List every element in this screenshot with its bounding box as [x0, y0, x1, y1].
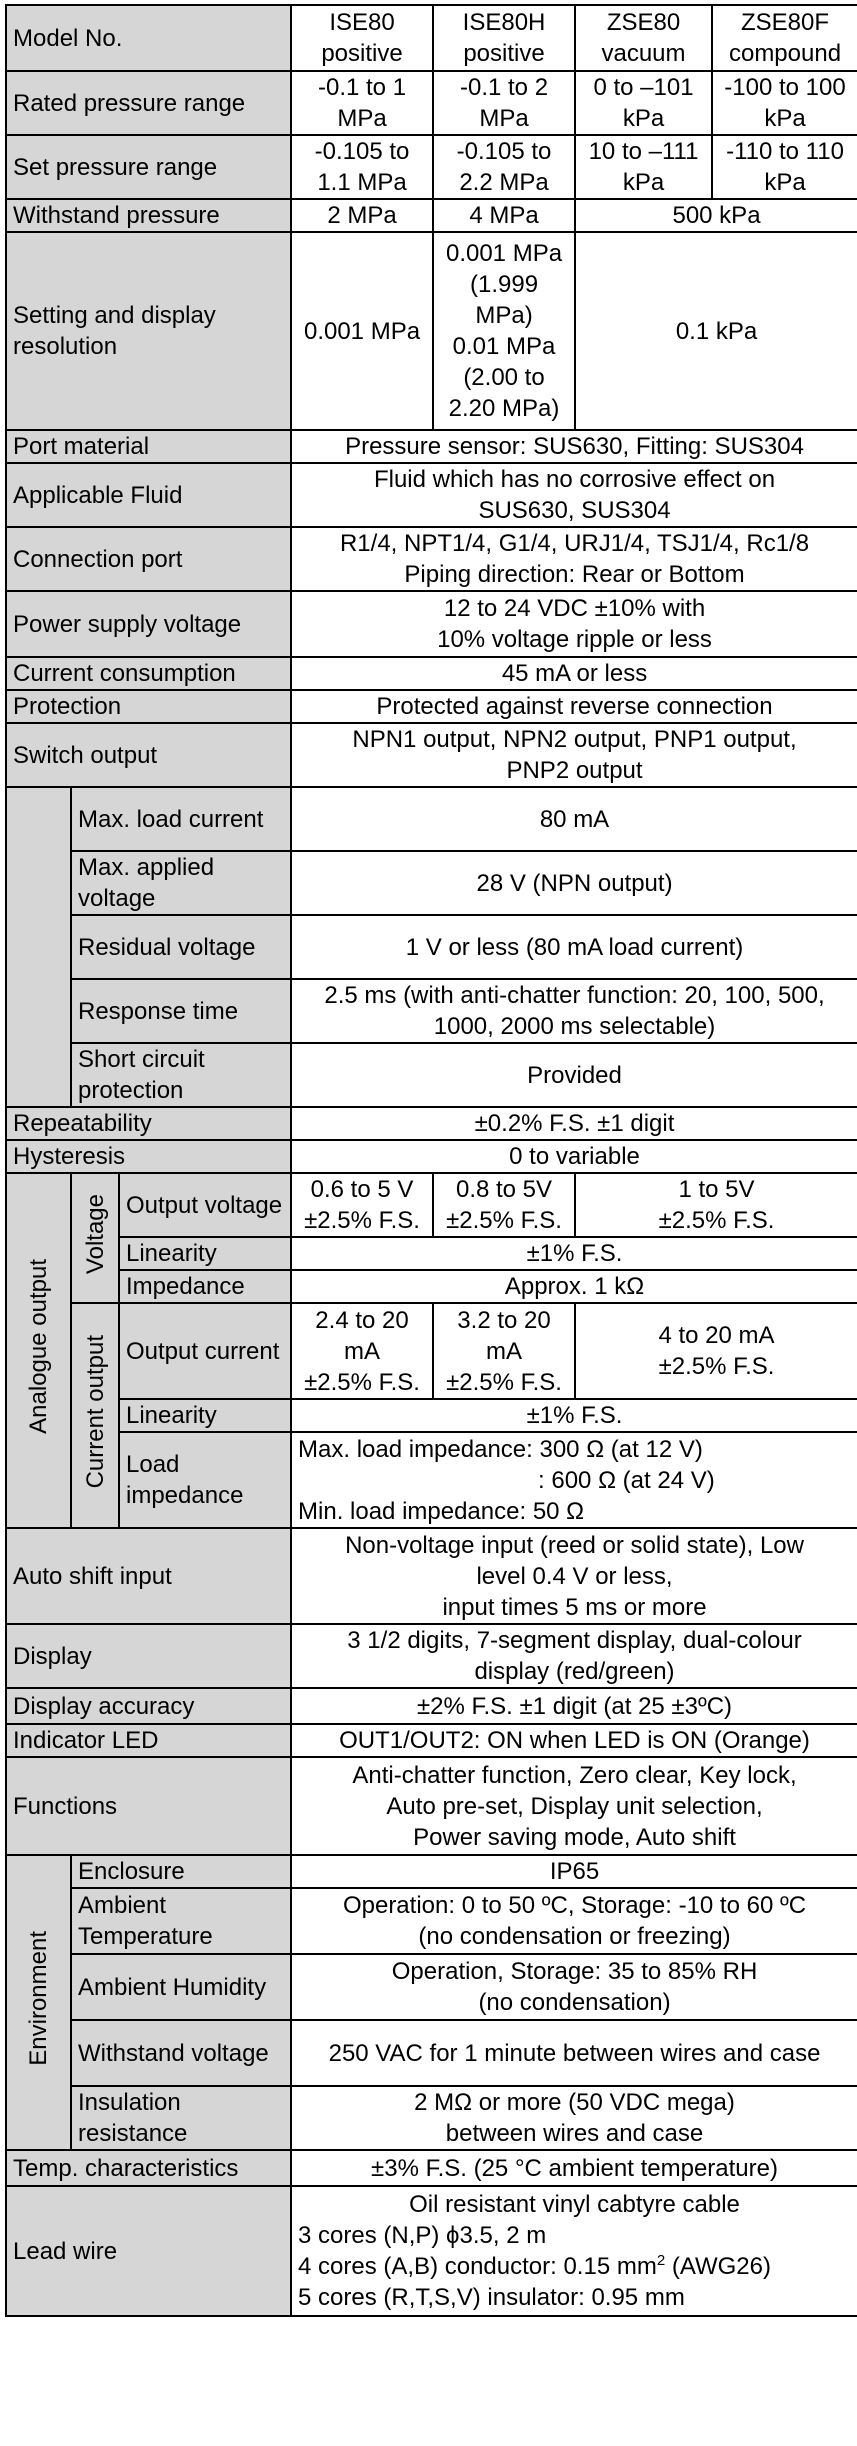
output-current-line: 3.2 to 20	[457, 1306, 551, 1334]
voltage-impedance-label: Impedance	[119, 1270, 291, 1303]
specification-table	[5, 4, 857, 2317]
auto-shift-line: level 0.4 V or less,	[476, 1562, 673, 1590]
functions-line: Power saving mode, Auto shift	[413, 1823, 736, 1851]
max-applied-voltage-label: Max. applied voltage	[71, 851, 291, 915]
output-voltage-label: Output voltage	[119, 1173, 291, 1237]
row-port-material	[6, 430, 857, 463]
functions-value	[291, 1757, 857, 1855]
resolution-line: 0.01 MPa	[452, 333, 556, 360]
output-voltage-line: ±2.5% F.S.	[304, 1207, 420, 1234]
power-line: 10% voltage ripple or less	[437, 626, 712, 653]
ambient-humidity-line: (no condensation)	[478, 1989, 671, 2016]
switch-indent-cell	[6, 787, 71, 1107]
lead-wire-conductor: 4 cores (A,B) conductor: 0.15 mm	[298, 2253, 657, 2280]
insulation-resistance-line: 2 MΩ or more (50 VDC mega)	[414, 2089, 735, 2116]
port-material-label: Port material	[6, 430, 291, 463]
connection-label: Connection port	[6, 527, 291, 591]
response-time-line: 2.5 ms (with anti-chatter function: 20, 100, 500,	[324, 982, 825, 1009]
model-col-ise80h	[433, 5, 575, 71]
residual-voltage-value: 1 V or less (80 mA load current)	[291, 915, 857, 979]
resolution-ise80: 0.001 MPa	[291, 232, 433, 430]
row-enclosure	[6, 1855, 857, 1888]
switch-label: Switch output	[6, 723, 291, 787]
row-current-consumption	[6, 657, 857, 690]
row-display	[6, 1624, 857, 1688]
fluid-line: SUS630, SUS304	[478, 497, 671, 524]
repeatability-value: ±0.2% F.S. ±1 digit	[291, 1107, 857, 1140]
model-col-zse80	[575, 5, 712, 71]
functions-line: Auto pre-set, Display unit selection,	[386, 1792, 763, 1820]
set-zse80f: -110 to 110 kPa	[712, 135, 857, 199]
row-model	[6, 5, 857, 71]
ambient-humidity-value	[291, 1954, 857, 2020]
lead-wire-label: Lead wire	[6, 2186, 291, 2316]
current-output-label: Current output	[71, 1303, 119, 1528]
auto-shift-value	[291, 1528, 857, 1624]
power-value	[291, 591, 857, 657]
display-accuracy-value: ±2% F.S. ±1 digit (at 25 ±3ºC)	[291, 1688, 857, 1724]
model-name: ISE80	[329, 9, 395, 36]
current-label: Current consumption	[6, 657, 291, 690]
insulation-resistance-label: Insulation resistance	[71, 2086, 291, 2150]
ambient-humidity-line: Operation, Storage: 35 to 85% RH	[391, 1958, 758, 1985]
temp-characteristics-label: Temp. characteristics	[6, 2150, 291, 2186]
row-power-supply	[6, 591, 857, 657]
spec-table-wrapper	[5, 4, 857, 2317]
voltage-linearity-label: Linearity	[119, 1237, 291, 1270]
row-indicator-led	[6, 1724, 857, 1757]
insulation-resistance-line: between wires and case	[445, 2120, 704, 2147]
row-hysteresis	[6, 1140, 857, 1173]
repeatability-label: Repeatability	[6, 1107, 291, 1140]
withstand-voltage-label: Withstand voltage	[71, 2020, 291, 2086]
row-insulation-resistance	[6, 2086, 857, 2150]
set-ise80h: -0.105 to 2.2 MPa	[433, 135, 575, 199]
short-circuit-value: Provided	[291, 1043, 857, 1107]
row-withstand-pressure	[6, 199, 857, 232]
set-ise80: -0.105 to 1.1 MPa	[291, 135, 433, 199]
residual-voltage-label: Residual voltage	[71, 915, 291, 979]
output-voltage-ise80h	[433, 1173, 575, 1237]
ambient-temperature-line: Operation: 0 to 50 ºC, Storage: -10 to 60 ºC	[342, 1892, 807, 1919]
output-current-line: ±2.5% F.S.	[446, 1368, 562, 1396]
lead-wire-line: 5 cores (R,T,S,V) insulator: 0.95 mm	[298, 2284, 685, 2311]
output-current-zse	[575, 1303, 857, 1399]
row-switch-output	[6, 723, 857, 787]
resolution-zse: 0.1 kPa	[575, 232, 857, 430]
output-current-line: 4 to 20 mA	[658, 1322, 775, 1349]
row-output-current	[6, 1303, 857, 1399]
model-col-zse80f	[712, 5, 857, 71]
port-material-value: Pressure sensor: SUS630, Fitting: SUS304	[291, 430, 857, 463]
model-type: compound	[728, 40, 842, 67]
connection-value	[291, 527, 857, 591]
row-output-voltage	[6, 1173, 857, 1237]
resolution-line: (1.999 MPa)	[469, 271, 539, 329]
functions-label: Functions	[6, 1757, 291, 1855]
rated-zse80f: -100 to 100 kPa	[712, 71, 857, 135]
output-voltage-zse	[575, 1173, 857, 1237]
load-impedance-value	[291, 1432, 857, 1528]
model-label: Model No.	[6, 5, 291, 71]
output-current-label: Output current	[119, 1303, 291, 1399]
row-max-load-current	[6, 787, 857, 851]
row-voltage-linearity	[6, 1237, 857, 1270]
load-impedance-line: Max. load impedance: 300 Ω (at 12 V)	[298, 1435, 703, 1463]
display-label: Display	[6, 1624, 291, 1688]
response-time-value	[291, 979, 857, 1043]
ambient-temperature-value	[291, 1888, 857, 1954]
switch-line: PNP2 output	[506, 757, 643, 784]
fluid-label: Applicable Fluid	[6, 463, 291, 527]
auto-shift-line: input times 5 ms or more	[442, 1593, 707, 1621]
row-ambient-humidity	[6, 1954, 857, 2020]
power-line: 12 to 24 VDC ±10% with	[443, 595, 706, 622]
withstand-voltage-value: 250 VAC for 1 minute between wires and case	[291, 2020, 857, 2086]
lead-wire-awg: (AWG26)	[665, 2253, 771, 2280]
output-current-line: mA	[486, 1337, 523, 1365]
power-label: Power supply voltage	[6, 591, 291, 657]
indicator-led-value: OUT1/OUT2: ON when LED is ON (Orange)	[291, 1724, 857, 1757]
output-current-line: mA	[344, 1337, 381, 1365]
rated-ise80: -0.1 to 1 MPa	[291, 71, 433, 135]
voltage-linearity-value: ±1% F.S.	[291, 1237, 857, 1270]
resolution-line: 0.001 MPa	[445, 240, 563, 267]
rated-ise80h: -0.1 to 2 MPa	[433, 71, 575, 135]
response-time-label: Response time	[71, 979, 291, 1043]
hysteresis-label: Hysteresis	[6, 1140, 291, 1173]
lead-wire-superscript: 2	[656, 2252, 666, 2269]
row-max-applied-voltage	[6, 851, 857, 915]
row-applicable-fluid	[6, 463, 857, 527]
switch-line: NPN1 output, NPN2 output, PNP1 output,	[352, 726, 797, 753]
row-display-accuracy	[6, 1688, 857, 1724]
row-rated-pressure	[6, 71, 857, 135]
protection-value: Protected against reverse connection	[291, 690, 857, 723]
output-current-line: 2.4 to 20	[315, 1306, 409, 1334]
max-load-current-label: Max. load current	[71, 787, 291, 851]
row-connection-port	[6, 527, 857, 591]
current-linearity-value: ±1% F.S.	[291, 1399, 857, 1432]
output-voltage-line: 0.6 to 5 V	[310, 1176, 414, 1203]
set-zse80: 10 to –111 kPa	[575, 135, 712, 199]
row-temp-characteristics	[6, 2150, 857, 2186]
enclosure-value: IP65	[291, 1855, 857, 1888]
voltage-label: Voltage	[71, 1173, 119, 1303]
current-linearity-label: Linearity	[119, 1399, 291, 1432]
model-type: positive	[463, 40, 545, 67]
row-load-impedance	[6, 1432, 857, 1528]
short-circuit-label: Short circuit protection	[71, 1043, 291, 1107]
voltage-impedance-value: Approx. 1 kΩ	[291, 1270, 857, 1303]
switch-value	[291, 723, 857, 787]
output-current-ise80h	[433, 1303, 575, 1399]
row-protection	[6, 690, 857, 723]
row-lead-wire	[6, 2186, 857, 2316]
load-impedance-line: : 600 Ω (at 24 V)	[538, 1466, 715, 1494]
load-impedance-label: Load impedance	[119, 1432, 291, 1528]
hysteresis-value: 0 to variable	[291, 1140, 857, 1173]
model-name: ZSE80	[606, 9, 681, 36]
connection-line: Piping direction: Rear or Bottom	[404, 561, 745, 588]
output-current-ise80	[291, 1303, 433, 1399]
lead-wire-line	[298, 2251, 851, 2282]
row-ambient-temperature	[6, 1888, 857, 1954]
connection-line: R1/4, NPT1/4, G1/4, URJ1/4, TSJ1/4, Rc1/8	[339, 530, 810, 557]
analogue-output-label: Analogue output	[6, 1173, 71, 1528]
environment-label: Environment	[6, 1855, 71, 2150]
lead-wire-value	[291, 2186, 857, 2316]
display-line: display (red/green)	[474, 1658, 675, 1685]
output-current-line: ±2.5% F.S.	[658, 1353, 775, 1380]
row-short-circuit	[6, 1043, 857, 1107]
insulation-resistance-value	[291, 2086, 857, 2150]
output-voltage-ise80	[291, 1173, 433, 1237]
model-name: ISE80H	[462, 9, 546, 36]
set-pressure-label: Set pressure range	[6, 135, 291, 199]
output-voltage-line: 1 to 5V	[678, 1176, 755, 1203]
response-time-line: 1000, 2000 ms selectable)	[433, 1013, 716, 1040]
display-accuracy-label: Display accuracy	[6, 1688, 291, 1724]
withstand-zse: 500 kPa	[575, 199, 857, 232]
functions-line: Anti-chatter function, Zero clear, Key lock,	[352, 1761, 797, 1789]
row-withstand-voltage	[6, 2020, 857, 2086]
ambient-humidity-label: Ambient Humidity	[71, 1954, 291, 2020]
display-line: 3 1/2 digits, 7-segment display, dual-colour	[347, 1627, 802, 1654]
rated-pressure-label: Rated pressure range	[6, 71, 291, 135]
model-type: vacuum	[601, 40, 686, 67]
rated-zse80: 0 to –101 kPa	[575, 71, 712, 135]
resolution-ise80h	[433, 232, 575, 430]
temp-characteristics-value: ±3% F.S. (25 °C ambient temperature)	[291, 2150, 857, 2186]
model-type: positive	[321, 40, 403, 67]
lead-wire-line: Oil resistant vinyl cabtyre cable	[409, 2191, 740, 2218]
enclosure-label: Enclosure	[71, 1855, 291, 1888]
output-voltage-line: ±2.5% F.S.	[446, 1207, 562, 1234]
row-voltage-impedance	[6, 1270, 857, 1303]
display-value	[291, 1624, 857, 1688]
fluid-value	[291, 463, 857, 527]
output-voltage-line: ±2.5% F.S.	[658, 1207, 775, 1234]
row-functions	[6, 1757, 857, 1855]
model-col-ise80	[291, 5, 433, 71]
current-value: 45 mA or less	[291, 657, 857, 690]
withstand-pressure-label: Withstand pressure	[6, 199, 291, 232]
row-auto-shift	[6, 1528, 857, 1624]
auto-shift-label: Auto shift input	[6, 1528, 291, 1624]
fluid-line: Fluid which has no corrosive effect on	[373, 466, 776, 493]
indicator-led-label: Indicator LED	[6, 1724, 291, 1757]
max-applied-voltage-value: 28 V (NPN output)	[291, 851, 857, 915]
ambient-temperature-line: (no condensation or freezing)	[418, 1923, 731, 1950]
model-name: ZSE80F	[741, 9, 830, 36]
withstand-ise80h: 4 MPa	[433, 199, 575, 232]
row-residual-voltage	[6, 915, 857, 979]
row-repeatability	[6, 1107, 857, 1140]
row-set-pressure	[6, 135, 857, 199]
resolution-line: (2.00 to 2.20 MPa)	[448, 364, 560, 422]
row-current-linearity	[6, 1399, 857, 1432]
row-response-time	[6, 979, 857, 1043]
lead-wire-line: 3 cores (N,P) ϕ3.5, 2 m	[298, 2222, 547, 2249]
auto-shift-line: Non-voltage input (reed or solid state), Low	[345, 1531, 804, 1559]
output-voltage-line: 0.8 to 5V	[455, 1176, 553, 1203]
row-resolution	[6, 232, 857, 430]
ambient-temperature-label: Ambient Temperature	[71, 1888, 291, 1954]
max-load-current-value: 80 mA	[291, 787, 857, 851]
resolution-label: Setting and display resolution	[6, 232, 291, 430]
load-impedance-line: Min. load impedance: 50 Ω	[298, 1497, 585, 1525]
protection-label: Protection	[6, 690, 291, 723]
withstand-ise80: 2 MPa	[291, 199, 433, 232]
output-current-line: ±2.5% F.S.	[304, 1368, 420, 1396]
